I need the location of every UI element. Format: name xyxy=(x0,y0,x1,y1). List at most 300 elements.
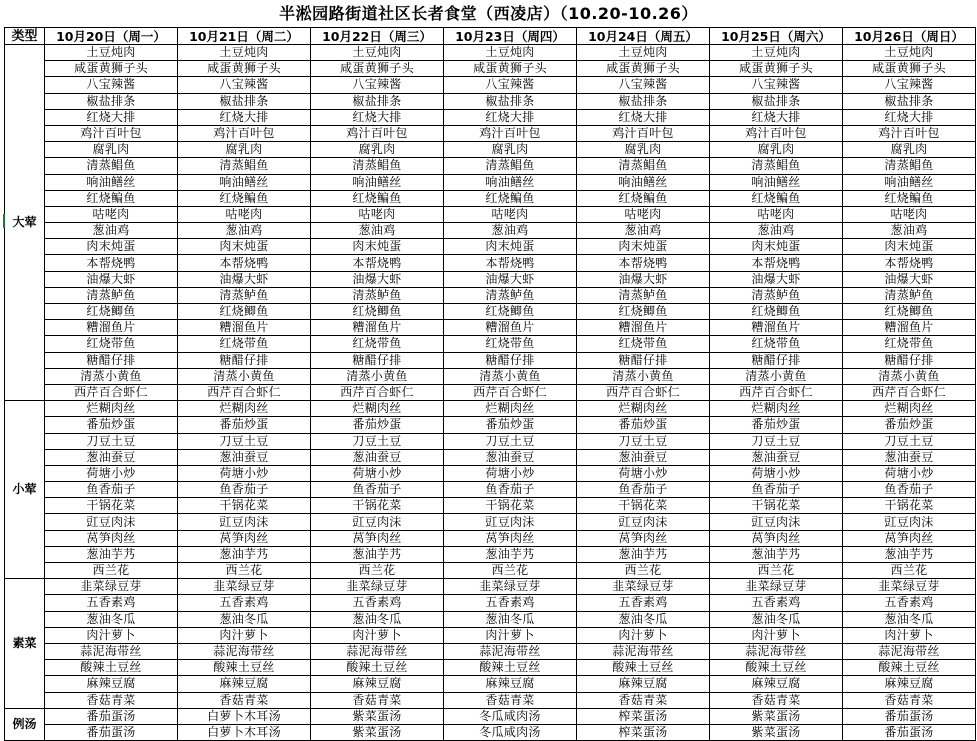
dish-cell[interactable]: 西兰花 xyxy=(45,563,178,579)
dish-cell[interactable]: 番茄蛋汤 xyxy=(843,708,976,724)
dish-cell[interactable]: 荷塘小炒 xyxy=(178,465,311,481)
dish-cell[interactable]: 糟溜鱼片 xyxy=(444,320,577,336)
dish-cell[interactable]: 咸蛋黄狮子头 xyxy=(45,61,178,77)
dish-cell[interactable]: 五香素鸡 xyxy=(311,595,444,611)
dish-cell[interactable]: 本帮烧鸭 xyxy=(311,255,444,271)
dish-cell[interactable]: 番茄炒蛋 xyxy=(178,417,311,433)
dish-cell[interactable]: 香菇青菜 xyxy=(444,692,577,708)
day-header-sat[interactable]: 10月25日（周六） xyxy=(710,28,843,45)
dish-cell[interactable]: 响油鳝丝 xyxy=(710,174,843,190)
dish-cell[interactable]: 刀豆土豆 xyxy=(45,433,178,449)
dish-cell[interactable]: 葱油冬瓜 xyxy=(45,611,178,627)
dish-cell[interactable]: 麻辣豆腐 xyxy=(178,676,311,692)
dish-cell[interactable]: 红烧鳊鱼 xyxy=(843,190,976,206)
dish-cell[interactable]: 西芹百合虾仁 xyxy=(577,384,710,400)
dish-cell[interactable]: 蒜泥海带丝 xyxy=(843,643,976,659)
dish-cell[interactable]: 豇豆肉沫 xyxy=(444,514,577,530)
dish-cell[interactable]: 油爆大虾 xyxy=(843,271,976,287)
dish-cell[interactable]: 鱼香茄子 xyxy=(311,482,444,498)
dish-cell[interactable]: 红烧鲫鱼 xyxy=(311,304,444,320)
dish-cell[interactable]: 番茄炒蛋 xyxy=(444,417,577,433)
dish-cell[interactable]: 土豆炖肉 xyxy=(311,45,444,61)
dish-cell[interactable]: 莴笋肉丝 xyxy=(843,530,976,546)
dish-cell[interactable]: 咕咾肉 xyxy=(843,206,976,222)
dish-cell[interactable]: 五香素鸡 xyxy=(577,595,710,611)
dish-cell[interactable]: 刀豆土豆 xyxy=(710,433,843,449)
dish-cell[interactable]: 韭菜绿豆芽 xyxy=(444,579,577,595)
dish-cell[interactable]: 土豆炖肉 xyxy=(45,45,178,61)
dish-cell[interactable]: 红烧带鱼 xyxy=(843,336,976,352)
dish-cell[interactable]: 本帮烧鸭 xyxy=(577,255,710,271)
dish-cell[interactable]: 五香素鸡 xyxy=(710,595,843,611)
dish-cell[interactable]: 红烧带鱼 xyxy=(45,336,178,352)
dish-cell[interactable]: 清蒸鲈鱼 xyxy=(843,287,976,303)
dish-cell[interactable]: 西芹百合虾仁 xyxy=(178,384,311,400)
dish-cell[interactable]: 八宝辣酱 xyxy=(45,77,178,93)
dish-cell[interactable]: 韭菜绿豆芽 xyxy=(45,579,178,595)
dish-cell[interactable]: 土豆炖肉 xyxy=(843,45,976,61)
dish-cell[interactable]: 红烧鲫鱼 xyxy=(45,304,178,320)
dish-cell[interactable]: 鱼香茄子 xyxy=(178,482,311,498)
dish-cell[interactable]: 干锅花菜 xyxy=(843,498,976,514)
dish-cell[interactable]: 鸡汁百叶包 xyxy=(45,125,178,141)
dish-cell[interactable]: 肉汁萝卜 xyxy=(444,627,577,643)
dish-cell[interactable]: 韭菜绿豆芽 xyxy=(843,579,976,595)
dish-cell[interactable]: 西芹百合虾仁 xyxy=(45,384,178,400)
dish-cell[interactable]: 刀豆土豆 xyxy=(843,433,976,449)
dish-cell[interactable]: 糖醋仔排 xyxy=(311,352,444,368)
dish-cell[interactable]: 红烧鲫鱼 xyxy=(178,304,311,320)
dish-cell[interactable]: 干锅花菜 xyxy=(178,498,311,514)
dish-cell[interactable]: 椒盐排条 xyxy=(444,93,577,109)
dish-cell[interactable]: 红烧鲫鱼 xyxy=(577,304,710,320)
dish-cell[interactable]: 腐乳肉 xyxy=(444,142,577,158)
dish-cell[interactable]: 葱油芋艿 xyxy=(843,546,976,562)
dish-cell[interactable]: 清蒸鲈鱼 xyxy=(178,287,311,303)
dish-cell[interactable]: 咕咾肉 xyxy=(178,206,311,222)
dish-cell[interactable]: 土豆炖肉 xyxy=(178,45,311,61)
dish-cell[interactable]: 清蒸鲳鱼 xyxy=(178,158,311,174)
dish-cell[interactable]: 豇豆肉沫 xyxy=(311,514,444,530)
dish-cell[interactable]: 冬瓜咸肉汤 xyxy=(444,708,577,724)
dish-cell[interactable]: 干锅花菜 xyxy=(577,498,710,514)
dish-cell[interactable]: 葱油蚕豆 xyxy=(311,449,444,465)
dish-cell[interactable]: 白萝卜木耳汤 xyxy=(178,724,311,740)
dish-cell[interactable]: 糖醋仔排 xyxy=(444,352,577,368)
dish-cell[interactable]: 韭菜绿豆芽 xyxy=(577,579,710,595)
dish-cell[interactable]: 葱油鸡 xyxy=(45,223,178,239)
dish-cell[interactable]: 番茄炒蛋 xyxy=(45,417,178,433)
dish-cell[interactable]: 韭菜绿豆芽 xyxy=(178,579,311,595)
dish-cell[interactable]: 莴笋肉丝 xyxy=(710,530,843,546)
day-header-thu[interactable]: 10月23日（周四） xyxy=(444,28,577,45)
dish-cell[interactable]: 西兰花 xyxy=(577,563,710,579)
dish-cell[interactable]: 椒盐排条 xyxy=(178,93,311,109)
dish-cell[interactable]: 糟溜鱼片 xyxy=(45,320,178,336)
dish-cell[interactable]: 冬瓜咸肉汤 xyxy=(444,724,577,740)
dish-cell[interactable]: 烂糊肉丝 xyxy=(178,401,311,417)
dish-cell[interactable]: 糟溜鱼片 xyxy=(178,320,311,336)
dish-cell[interactable]: 肉末炖蛋 xyxy=(444,239,577,255)
dish-cell[interactable]: 鱼香茄子 xyxy=(444,482,577,498)
dish-cell[interactable]: 清蒸鲳鱼 xyxy=(577,158,710,174)
dish-cell[interactable]: 咸蛋黄狮子头 xyxy=(710,61,843,77)
dish-cell[interactable]: 肉汁萝卜 xyxy=(178,627,311,643)
dish-cell[interactable]: 香菇青菜 xyxy=(178,692,311,708)
dish-cell[interactable]: 清蒸小黄鱼 xyxy=(178,368,311,384)
dish-cell[interactable]: 肉汁萝卜 xyxy=(45,627,178,643)
dish-cell[interactable]: 烂糊肉丝 xyxy=(45,401,178,417)
dish-cell[interactable]: 咸蛋黄狮子头 xyxy=(311,61,444,77)
dish-cell[interactable]: 清蒸小黄鱼 xyxy=(45,368,178,384)
dish-cell[interactable]: 响油鳝丝 xyxy=(843,174,976,190)
dish-cell[interactable]: 豇豆肉沫 xyxy=(843,514,976,530)
dish-cell[interactable]: 本帮烧鸭 xyxy=(444,255,577,271)
dish-cell[interactable]: 红烧鳊鱼 xyxy=(444,190,577,206)
category-cell[interactable]: 素菜 xyxy=(5,579,45,709)
dish-cell[interactable]: 红烧大排 xyxy=(311,109,444,125)
dish-cell[interactable]: 刀豆土豆 xyxy=(444,433,577,449)
category-cell[interactable]: 大荤 xyxy=(5,45,45,401)
dish-cell[interactable]: 本帮烧鸭 xyxy=(710,255,843,271)
dish-cell[interactable]: 清蒸鲳鱼 xyxy=(843,158,976,174)
dish-cell[interactable]: 本帮烧鸭 xyxy=(45,255,178,271)
dish-cell[interactable]: 红烧鳊鱼 xyxy=(178,190,311,206)
dish-cell[interactable]: 土豆炖肉 xyxy=(577,45,710,61)
dish-cell[interactable]: 酸辣土豆丝 xyxy=(843,660,976,676)
dish-cell[interactable]: 葱油蚕豆 xyxy=(577,449,710,465)
dish-cell[interactable]: 糟溜鱼片 xyxy=(843,320,976,336)
dish-cell[interactable]: 红烧带鱼 xyxy=(444,336,577,352)
dish-cell[interactable]: 油爆大虾 xyxy=(577,271,710,287)
dish-cell[interactable]: 红烧大排 xyxy=(178,109,311,125)
dish-cell[interactable]: 肉汁萝卜 xyxy=(843,627,976,643)
dish-cell[interactable]: 咕咾肉 xyxy=(577,206,710,222)
dish-cell[interactable]: 蒜泥海带丝 xyxy=(444,643,577,659)
dish-cell[interactable]: 豇豆肉沫 xyxy=(178,514,311,530)
dish-cell[interactable]: 咕咾肉 xyxy=(45,206,178,222)
dish-cell[interactable]: 鱼香茄子 xyxy=(710,482,843,498)
dish-cell[interactable]: 香菇青菜 xyxy=(843,692,976,708)
dish-cell[interactable]: 葱油鸡 xyxy=(444,223,577,239)
dish-cell[interactable]: 西兰花 xyxy=(178,563,311,579)
dish-cell[interactable]: 刀豆土豆 xyxy=(577,433,710,449)
dish-cell[interactable]: 响油鳝丝 xyxy=(45,174,178,190)
dish-cell[interactable]: 番茄炒蛋 xyxy=(843,417,976,433)
dish-cell[interactable]: 白萝卜木耳汤 xyxy=(178,708,311,724)
dish-cell[interactable]: 烂糊肉丝 xyxy=(444,401,577,417)
dish-cell[interactable]: 紫菜蛋汤 xyxy=(710,708,843,724)
dish-cell[interactable]: 葱油鸡 xyxy=(843,223,976,239)
dish-cell[interactable]: 糟溜鱼片 xyxy=(710,320,843,336)
dish-cell[interactable]: 咸蛋黄狮子头 xyxy=(178,61,311,77)
dish-cell[interactable]: 莴笋肉丝 xyxy=(311,530,444,546)
dish-cell[interactable]: 响油鳝丝 xyxy=(577,174,710,190)
dish-cell[interactable]: 红烧鲫鱼 xyxy=(444,304,577,320)
dish-cell[interactable]: 五香素鸡 xyxy=(444,595,577,611)
dish-cell[interactable]: 葱油蚕豆 xyxy=(444,449,577,465)
dish-cell[interactable]: 西芹百合虾仁 xyxy=(311,384,444,400)
dish-cell[interactable]: 紫菜蛋汤 xyxy=(710,724,843,740)
dish-cell[interactable]: 肉末炖蛋 xyxy=(577,239,710,255)
dish-cell[interactable]: 清蒸鲈鱼 xyxy=(45,287,178,303)
dish-cell[interactable]: 油爆大虾 xyxy=(710,271,843,287)
dish-cell[interactable]: 葱油芋艿 xyxy=(45,546,178,562)
dish-cell[interactable]: 葱油冬瓜 xyxy=(577,611,710,627)
dish-cell[interactable]: 荷塘小炒 xyxy=(710,465,843,481)
dish-cell[interactable]: 番茄蛋汤 xyxy=(843,724,976,740)
dish-cell[interactable]: 八宝辣酱 xyxy=(311,77,444,93)
dish-cell[interactable]: 西兰花 xyxy=(710,563,843,579)
dish-cell[interactable]: 肉汁萝卜 xyxy=(577,627,710,643)
dish-cell[interactable]: 八宝辣酱 xyxy=(843,77,976,93)
dish-cell[interactable]: 鸡汁百叶包 xyxy=(843,125,976,141)
dish-cell[interactable]: 红烧鳊鱼 xyxy=(311,190,444,206)
dish-cell[interactable]: 清蒸小黄鱼 xyxy=(311,368,444,384)
dish-cell[interactable]: 蒜泥海带丝 xyxy=(178,643,311,659)
dish-cell[interactable]: 本帮烧鸭 xyxy=(843,255,976,271)
dish-cell[interactable]: 酸辣土豆丝 xyxy=(444,660,577,676)
dish-cell[interactable]: 西芹百合虾仁 xyxy=(843,384,976,400)
dish-cell[interactable]: 清蒸小黄鱼 xyxy=(710,368,843,384)
dish-cell[interactable]: 蒜泥海带丝 xyxy=(311,643,444,659)
dish-cell[interactable]: 本帮烧鸭 xyxy=(178,255,311,271)
dish-cell[interactable]: 荷塘小炒 xyxy=(577,465,710,481)
dish-cell[interactable]: 红烧大排 xyxy=(710,109,843,125)
dish-cell[interactable]: 咸蛋黄狮子头 xyxy=(444,61,577,77)
dish-cell[interactable]: 腐乳肉 xyxy=(45,142,178,158)
dish-cell[interactable]: 干锅花菜 xyxy=(45,498,178,514)
day-header-sun[interactable]: 10月26日（周日） xyxy=(843,28,976,45)
dish-cell[interactable]: 红烧大排 xyxy=(444,109,577,125)
dish-cell[interactable]: 椒盐排条 xyxy=(311,93,444,109)
dish-cell[interactable]: 肉汁萝卜 xyxy=(710,627,843,643)
dish-cell[interactable]: 清蒸小黄鱼 xyxy=(444,368,577,384)
dish-cell[interactable]: 红烧带鱼 xyxy=(311,336,444,352)
dish-cell[interactable]: 五香素鸡 xyxy=(843,595,976,611)
dish-cell[interactable]: 响油鳝丝 xyxy=(311,174,444,190)
dish-cell[interactable]: 烂糊肉丝 xyxy=(311,401,444,417)
dish-cell[interactable]: 豇豆肉沫 xyxy=(577,514,710,530)
dish-cell[interactable]: 五香素鸡 xyxy=(45,595,178,611)
dish-cell[interactable]: 西兰花 xyxy=(311,563,444,579)
day-header-wed[interactable]: 10月22日（周三） xyxy=(311,28,444,45)
category-cell[interactable]: 例汤 xyxy=(5,708,45,740)
dish-cell[interactable]: 葱油芋艿 xyxy=(710,546,843,562)
dish-cell[interactable]: 红烧带鱼 xyxy=(710,336,843,352)
dish-cell[interactable]: 清蒸鲳鱼 xyxy=(311,158,444,174)
dish-cell[interactable]: 红烧鳊鱼 xyxy=(710,190,843,206)
dish-cell[interactable]: 红烧带鱼 xyxy=(178,336,311,352)
dish-cell[interactable]: 五香素鸡 xyxy=(178,595,311,611)
dish-cell[interactable]: 清蒸小黄鱼 xyxy=(843,368,976,384)
dish-cell[interactable]: 鸡汁百叶包 xyxy=(710,125,843,141)
dish-cell[interactable]: 肉汁萝卜 xyxy=(311,627,444,643)
dish-cell[interactable]: 香菇青菜 xyxy=(311,692,444,708)
dish-cell[interactable]: 葱油芋艿 xyxy=(311,546,444,562)
dish-cell[interactable]: 糖醋仔排 xyxy=(45,352,178,368)
dish-cell[interactable]: 红烧大排 xyxy=(577,109,710,125)
dish-cell[interactable]: 椒盐排条 xyxy=(45,93,178,109)
dish-cell[interactable]: 干锅花菜 xyxy=(710,498,843,514)
dish-cell[interactable]: 八宝辣酱 xyxy=(178,77,311,93)
dish-cell[interactable]: 番茄炒蛋 xyxy=(710,417,843,433)
dish-cell[interactable]: 葱油冬瓜 xyxy=(178,611,311,627)
dish-cell[interactable]: 油爆大虾 xyxy=(311,271,444,287)
dish-cell[interactable]: 西芹百合虾仁 xyxy=(444,384,577,400)
dish-cell[interactable]: 番茄蛋汤 xyxy=(45,708,178,724)
dish-cell[interactable]: 葱油冬瓜 xyxy=(311,611,444,627)
dish-cell[interactable]: 红烧鳊鱼 xyxy=(577,190,710,206)
dish-cell[interactable]: 莴笋肉丝 xyxy=(577,530,710,546)
dish-cell[interactable]: 蒜泥海带丝 xyxy=(710,643,843,659)
dish-cell[interactable]: 腐乳肉 xyxy=(311,142,444,158)
dish-cell[interactable]: 鸡汁百叶包 xyxy=(577,125,710,141)
dish-cell[interactable]: 咸蛋黄狮子头 xyxy=(577,61,710,77)
dish-cell[interactable]: 腐乳肉 xyxy=(843,142,976,158)
dish-cell[interactable]: 清蒸鲈鱼 xyxy=(444,287,577,303)
dish-cell[interactable]: 八宝辣酱 xyxy=(577,77,710,93)
dish-cell[interactable]: 葱油芋艿 xyxy=(444,546,577,562)
dish-cell[interactable]: 鸡汁百叶包 xyxy=(178,125,311,141)
dish-cell[interactable]: 鸡汁百叶包 xyxy=(444,125,577,141)
category-cell[interactable]: 小荤 xyxy=(5,401,45,579)
dish-cell[interactable]: 鸡汁百叶包 xyxy=(311,125,444,141)
dish-cell[interactable]: 糖醋仔排 xyxy=(178,352,311,368)
dish-cell[interactable]: 葱油鸡 xyxy=(710,223,843,239)
dish-cell[interactable]: 腐乳肉 xyxy=(178,142,311,158)
dish-cell[interactable]: 酸辣土豆丝 xyxy=(45,660,178,676)
dish-cell[interactable]: 西兰花 xyxy=(843,563,976,579)
dish-cell[interactable]: 糟溜鱼片 xyxy=(311,320,444,336)
dish-cell[interactable]: 红烧大排 xyxy=(45,109,178,125)
dish-cell[interactable]: 麻辣豆腐 xyxy=(311,676,444,692)
dish-cell[interactable]: 蒜泥海带丝 xyxy=(45,643,178,659)
dish-cell[interactable]: 麻辣豆腐 xyxy=(45,676,178,692)
dish-cell[interactable]: 椒盐排条 xyxy=(843,93,976,109)
dish-cell[interactable]: 肉末炖蛋 xyxy=(843,239,976,255)
dish-cell[interactable]: 糟溜鱼片 xyxy=(577,320,710,336)
dish-cell[interactable]: 香菇青菜 xyxy=(45,692,178,708)
dish-cell[interactable]: 清蒸鲳鱼 xyxy=(710,158,843,174)
dish-cell[interactable]: 咕咾肉 xyxy=(444,206,577,222)
dish-cell[interactable]: 葱油冬瓜 xyxy=(444,611,577,627)
dish-cell[interactable]: 油爆大虾 xyxy=(444,271,577,287)
dish-cell[interactable]: 荷塘小炒 xyxy=(843,465,976,481)
dish-cell[interactable]: 葱油蚕豆 xyxy=(45,449,178,465)
dish-cell[interactable]: 鱼香茄子 xyxy=(45,482,178,498)
dish-cell[interactable]: 韭菜绿豆芽 xyxy=(311,579,444,595)
dish-cell[interactable]: 莴笋肉丝 xyxy=(444,530,577,546)
dish-cell[interactable]: 紫菜蛋汤 xyxy=(311,724,444,740)
dish-cell[interactable]: 肉末炖蛋 xyxy=(178,239,311,255)
dish-cell[interactable]: 刀豆土豆 xyxy=(178,433,311,449)
dish-cell[interactable]: 肉末炖蛋 xyxy=(710,239,843,255)
dish-cell[interactable]: 清蒸鲈鱼 xyxy=(577,287,710,303)
dish-cell[interactable]: 红烧鳊鱼 xyxy=(45,190,178,206)
dish-cell[interactable]: 红烧鲫鱼 xyxy=(843,304,976,320)
dish-cell[interactable]: 荷塘小炒 xyxy=(444,465,577,481)
dish-cell[interactable]: 清蒸小黄鱼 xyxy=(577,368,710,384)
dish-cell[interactable]: 红烧带鱼 xyxy=(577,336,710,352)
dish-cell[interactable]: 榨菜蛋汤 xyxy=(577,708,710,724)
dish-cell[interactable]: 西芹百合虾仁 xyxy=(710,384,843,400)
dish-cell[interactable]: 干锅花菜 xyxy=(444,498,577,514)
day-header-fri[interactable]: 10月24日（周五） xyxy=(577,28,710,45)
dish-cell[interactable]: 香菇青菜 xyxy=(577,692,710,708)
dish-cell[interactable]: 酸辣土豆丝 xyxy=(710,660,843,676)
dish-cell[interactable]: 清蒸鲳鱼 xyxy=(444,158,577,174)
dish-cell[interactable]: 腐乳肉 xyxy=(710,142,843,158)
dish-cell[interactable]: 椒盐排条 xyxy=(710,93,843,109)
dish-cell[interactable]: 糖醋仔排 xyxy=(577,352,710,368)
dish-cell[interactable]: 葱油蚕豆 xyxy=(843,449,976,465)
dish-cell[interactable]: 肉末炖蛋 xyxy=(311,239,444,255)
dish-cell[interactable]: 番茄蛋汤 xyxy=(45,724,178,740)
day-header-tue[interactable]: 10月21日（周二） xyxy=(178,28,311,45)
dish-cell[interactable]: 刀豆土豆 xyxy=(311,433,444,449)
dish-cell[interactable]: 莴笋肉丝 xyxy=(45,530,178,546)
dish-cell[interactable]: 咕咾肉 xyxy=(311,206,444,222)
dish-cell[interactable]: 干锅花菜 xyxy=(311,498,444,514)
dish-cell[interactable]: 番茄炒蛋 xyxy=(311,417,444,433)
dish-cell[interactable]: 莴笋肉丝 xyxy=(178,530,311,546)
dish-cell[interactable]: 麻辣豆腐 xyxy=(444,676,577,692)
dish-cell[interactable]: 鱼香茄子 xyxy=(843,482,976,498)
dish-cell[interactable]: 葱油蚕豆 xyxy=(178,449,311,465)
dish-cell[interactable]: 酸辣土豆丝 xyxy=(311,660,444,676)
dish-cell[interactable]: 蒜泥海带丝 xyxy=(577,643,710,659)
dish-cell[interactable]: 豇豆肉沫 xyxy=(710,514,843,530)
dish-cell[interactable]: 荷塘小炒 xyxy=(311,465,444,481)
dish-cell[interactable]: 土豆炖肉 xyxy=(444,45,577,61)
dish-cell[interactable]: 葱油鸡 xyxy=(178,223,311,239)
type-header[interactable]: 类型 xyxy=(5,28,45,45)
dish-cell[interactable]: 清蒸鲈鱼 xyxy=(311,287,444,303)
dish-cell[interactable]: 酸辣土豆丝 xyxy=(178,660,311,676)
dish-cell[interactable]: 糖醋仔排 xyxy=(710,352,843,368)
dish-cell[interactable]: 紫菜蛋汤 xyxy=(311,708,444,724)
dish-cell[interactable]: 清蒸鲈鱼 xyxy=(710,287,843,303)
dish-cell[interactable]: 荷塘小炒 xyxy=(45,465,178,481)
dish-cell[interactable]: 香菇青菜 xyxy=(710,692,843,708)
dish-cell[interactable]: 咕咾肉 xyxy=(710,206,843,222)
dish-cell[interactable]: 烂糊肉丝 xyxy=(577,401,710,417)
dish-cell[interactable]: 咸蛋黄狮子头 xyxy=(843,61,976,77)
dish-cell[interactable]: 油爆大虾 xyxy=(45,271,178,287)
dish-cell[interactable]: 椒盐排条 xyxy=(577,93,710,109)
dish-cell[interactable]: 油爆大虾 xyxy=(178,271,311,287)
dish-cell[interactable]: 八宝辣酱 xyxy=(710,77,843,93)
dish-cell[interactable]: 响油鳝丝 xyxy=(444,174,577,190)
dish-cell[interactable]: 番茄炒蛋 xyxy=(577,417,710,433)
dish-cell[interactable]: 葱油芋艿 xyxy=(178,546,311,562)
day-header-mon[interactable]: 10月20日（周一） xyxy=(45,28,178,45)
dish-cell[interactable]: 红烧大排 xyxy=(843,109,976,125)
dish-cell[interactable]: 葱油冬瓜 xyxy=(843,611,976,627)
dish-cell[interactable]: 响油鳝丝 xyxy=(178,174,311,190)
dish-cell[interactable]: 葱油蚕豆 xyxy=(710,449,843,465)
dish-cell[interactable]: 八宝辣酱 xyxy=(444,77,577,93)
dish-cell[interactable]: 酸辣土豆丝 xyxy=(577,660,710,676)
dish-cell[interactable]: 糖醋仔排 xyxy=(843,352,976,368)
dish-cell[interactable]: 土豆炖肉 xyxy=(710,45,843,61)
dish-cell[interactable]: 肉末炖蛋 xyxy=(45,239,178,255)
dish-cell[interactable]: 葱油鸡 xyxy=(311,223,444,239)
dish-cell[interactable]: 豇豆肉沫 xyxy=(45,514,178,530)
dish-cell[interactable]: 红烧鲫鱼 xyxy=(710,304,843,320)
dish-cell[interactable]: 葱油芋艿 xyxy=(577,546,710,562)
